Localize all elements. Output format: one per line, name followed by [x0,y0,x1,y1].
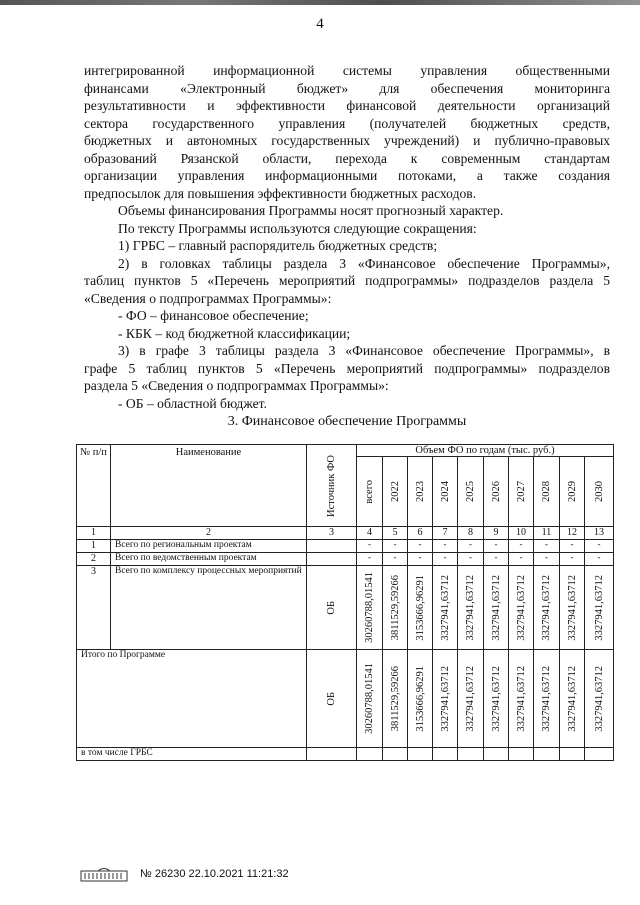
value-cell [458,566,484,650]
index-cell: 12 [560,527,585,540]
paragraph-line: интегрированной информационной системы управления общественными [84,63,610,78]
header-col [509,457,534,527]
paragraph-line: предпосылок для повышения эффективности бюджетных расходов. [84,185,477,201]
header-col-label: 2024 [439,481,451,502]
value-cell [383,650,408,748]
header-col [433,457,458,527]
value-cell [408,566,433,650]
value-label: 30260788,01541 [364,663,375,734]
paragraph-line: 2) в головках таблицы раздела 3 «Финансовое обеспечение Программы», [118,255,610,271]
value-cell: - [408,540,433,553]
body-text [84,62,610,412]
empty-cell [484,748,509,761]
header-num: № п/п [77,445,111,527]
value-cell: - [357,553,383,566]
row-name: Всего по региональным проектам [111,540,307,553]
value-cell: - [433,540,458,553]
value-cell [408,650,433,748]
header-col [560,457,585,527]
empty-cell [585,748,614,761]
value-label: 3327941,63712 [490,574,502,641]
paragraph-line: таблиц пунктов 5 «Перечень мероприятий подпрограммы» подразделов раздела 5 [84,273,610,288]
value-label: 3327941,63712 [439,665,451,732]
value-label: 3327941,63712 [490,665,502,732]
header-col-label: 2028 [541,481,552,502]
value-cell: - [357,540,383,553]
row-num: 3 [77,566,111,650]
value-label: 30260788,01541 [364,572,375,643]
value-label: 3153666,96291 [414,665,426,732]
section-title: 3. Финансовое обеспечение Программы [227,414,467,429]
paragraph-line: Объемы финансирования Программы носят прогнозный характер. [118,203,504,218]
empty-cell [458,748,484,761]
paragraph-line: сектора государственного управления (получателей бюджетных средств, [84,115,610,131]
header-col-label: всего [364,479,375,504]
row-name: Всего по ведомственным проектам [111,553,307,566]
paragraph-line: раздела 5 «Сведения о подпрограммах Программы»: [84,378,389,393]
row-source-label: ОБ [326,600,337,615]
paragraph-line: По тексту Программы используются следующие сокращения: [118,220,477,236]
header-col-label: 2030 [593,481,605,502]
row-num: 2 [77,553,111,566]
row-source [307,566,357,650]
value-label: 3811529,59266 [389,665,401,732]
paragraph-line: графе 5 таблиц пунктов 5 «Перечень мероприятий подпрограммы» подразделов [84,360,610,376]
total-source [307,650,357,748]
index-cell: 11 [534,527,560,540]
value-cell: - [560,540,585,553]
value-cell: - [534,540,560,553]
value-cell [560,650,585,748]
value-cell [484,566,509,650]
header-source [307,445,357,527]
index-cell: 6 [408,527,433,540]
value-label: 3327941,63712 [566,574,578,641]
value-label: 3327941,63712 [515,574,527,641]
value-cell: - [484,553,509,566]
header-source-label: Источник ФО [326,454,337,517]
value-cell [357,566,383,650]
paragraph-line: «Сведения о подпрограммах Программы»: [84,290,332,306]
value-cell: - [458,540,484,553]
index-cell: 4 [357,527,383,540]
paragraph-line: - КБК – код бюджетной классификации; [118,325,351,341]
index-cell: 7 [433,527,458,540]
header-col [458,457,484,527]
value-cell [433,566,458,650]
table-row-total [77,650,614,748]
paragraph-line: организации управления информационными потоками, а также создания [84,168,610,183]
table-row [77,553,614,566]
value-cell [560,566,585,650]
paragraph-line: образований Рязанской области, перехода к современным стандартам [84,150,610,166]
total-name: Итого по Программе [77,650,307,748]
value-cell [509,566,534,650]
empty-cell [509,748,534,761]
financing-table [76,444,614,761]
header-col [383,457,408,527]
index-cell: 1 [77,527,111,540]
row-name: Всего по комплексу процессных мероприятий [111,566,307,650]
header-col-label: 2027 [515,481,527,502]
total-source-label: ОБ [326,691,337,706]
paragraph-line: 1) ГРБС – главный распорядитель бюджетных средств; [118,238,438,253]
index-cell: 8 [458,527,484,540]
value-cell: - [509,540,534,553]
paragraph-line: бюджетных и автономных государственных учреждений) и публично-правовых [84,133,610,148]
header-col [357,457,383,527]
index-cell: 9 [484,527,509,540]
value-cell [383,566,408,650]
empty-cell [560,748,585,761]
header-col-label: 2023 [414,481,426,502]
value-label: 3327941,63712 [541,574,552,641]
grbs-label: в том числе ГРБС [77,748,307,761]
table-row [77,540,614,553]
value-label: 3327941,63712 [541,665,552,732]
index-cell: 5 [383,527,408,540]
stamp-text: № 26230 22.10.2021 11:21:32 [140,868,289,880]
index-cell: 2 [111,527,307,540]
paragraph-line: - ОБ – областной бюджет. [118,395,267,411]
header-col [484,457,509,527]
row-source [307,553,357,566]
value-label: 3327941,63712 [566,665,578,732]
empty-cell [408,748,433,761]
registry-logo-icon [80,866,128,882]
value-cell: - [383,540,408,553]
header-col-label: 2026 [490,481,502,502]
header-col-label: 2025 [465,481,476,502]
header-col [408,457,433,527]
value-cell [534,650,560,748]
footer-stamp [80,866,289,882]
value-cell: - [484,540,509,553]
paragraph-line: - ФО – финансовое обеспечение; [118,308,309,323]
page-number: 4 [316,16,324,32]
row-source [307,540,357,553]
value-label: 3327941,63712 [439,574,451,641]
value-cell [357,650,383,748]
table-row [77,566,614,650]
value-label: 3327941,63712 [593,574,605,641]
value-cell: - [433,553,458,566]
value-cell [509,650,534,748]
empty-cell [534,748,560,761]
value-cell: - [560,553,585,566]
value-label: 3327941,63712 [515,665,527,732]
empty-cell [383,748,408,761]
paragraph-line: 3) в графе 3 таблицы раздела 3 «Финансовое обеспечение Программы», в [118,343,610,358]
index-cell: 3 [307,527,357,540]
table-row-grbs [77,748,614,761]
value-cell [433,650,458,748]
header-name: Наименование [111,445,307,527]
empty-cell [433,748,458,761]
value-cell: - [534,553,560,566]
empty-cell [357,748,383,761]
value-cell [534,566,560,650]
paragraph-line: финансами «Электронный бюджет» для обеспечения мониторинга [84,80,610,96]
value-cell [585,566,614,650]
empty-cell [307,748,357,761]
value-label: 3811529,59266 [389,574,401,641]
header-volume: Объем ФО по годам (тыс. руб.) [357,445,614,457]
value-cell [484,650,509,748]
value-cell: - [585,540,614,553]
value-label: 3327941,63712 [465,665,476,732]
value-cell: - [458,553,484,566]
header-col [534,457,560,527]
value-cell: - [585,553,614,566]
value-cell: - [509,553,534,566]
index-cell: 13 [585,527,614,540]
scan-top-edge [0,0,640,5]
value-cell: - [383,553,408,566]
value-label: 3327941,63712 [593,665,605,732]
value-cell [585,650,614,748]
value-cell: - [408,553,433,566]
row-num: 1 [77,540,111,553]
value-label: 3153666,96291 [414,574,426,641]
header-col [585,457,614,527]
header-col-label: 2029 [566,481,578,502]
index-cell: 10 [509,527,534,540]
value-label: 3327941,63712 [465,574,476,641]
value-cell [458,650,484,748]
header-col-label: 2022 [389,481,401,502]
paragraph-line: результативности и эффективности финансовой деятельности организаций [84,98,610,113]
